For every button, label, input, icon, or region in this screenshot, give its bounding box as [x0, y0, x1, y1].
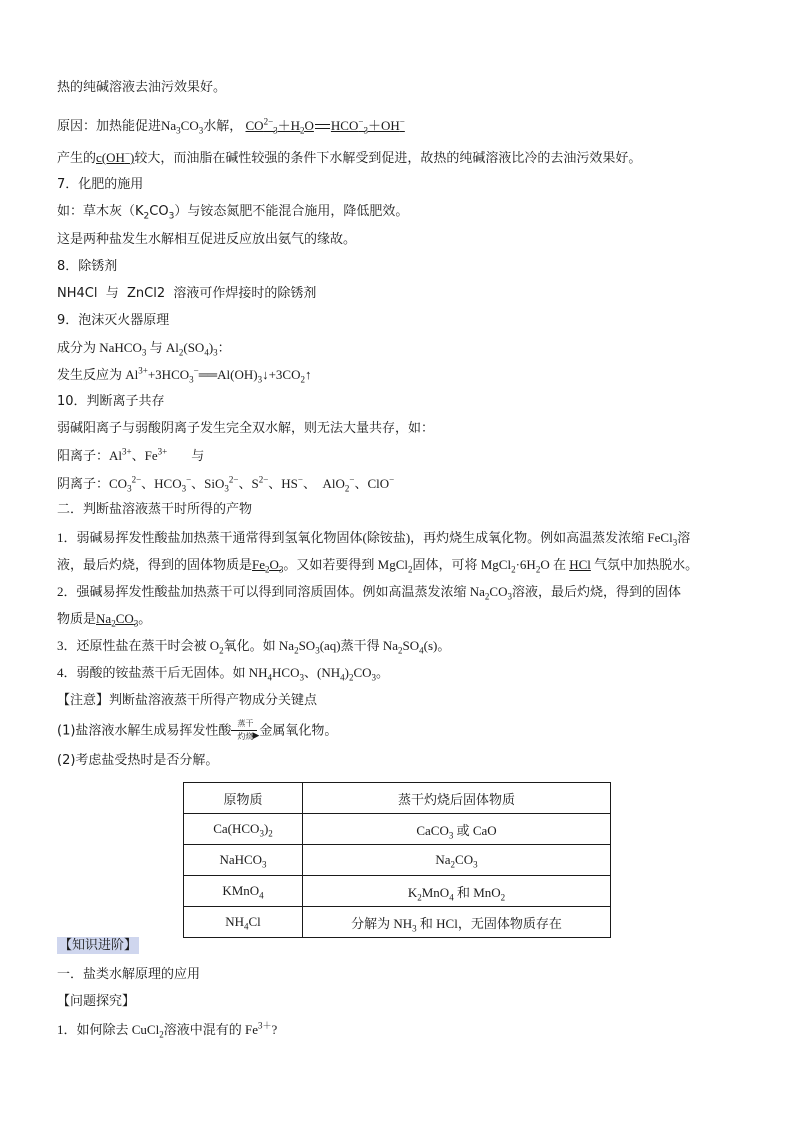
table-cell: CaCO$_3$ 或 CaO — [303, 814, 611, 845]
table-cell: $Ca(HCO_3)_2$ — [184, 814, 303, 845]
table-cell: $NH_4Cl$ — [184, 907, 303, 938]
text: 原因：加热能促进Na — [57, 118, 177, 133]
paragraph-line: 成分为 NaHCO$_3$ 与 $Al_2(SO_4)_3$： — [57, 340, 231, 358]
note-heading: 【注意】判断盐溶液蒸干所得产物成分关键点 — [57, 693, 318, 708]
table-cell: $Na_2CO_3$ — [303, 845, 611, 876]
paragraph-line: 液，最后灼烧，得到的固体物质是$Fe_2O_3$。又如若要得到 MgCl$_2$固体，可将 $MgCl_2\cdot 6H_2O$ 在 HCl 气氛中加热脱水。 — [57, 557, 699, 575]
table-row — [184, 845, 611, 876]
paragraph-line: 阳离子：$Al^{3+}$、$Fe^{3+}$ 与 — [57, 446, 205, 463]
table-header-row — [184, 783, 611, 814]
table-row — [184, 876, 611, 907]
section-label: 【知识进阶】 — [59, 938, 138, 953]
section-label: 【问题探究】 — [57, 994, 136, 1009]
section-heading: 7．化肥的施用 — [57, 177, 144, 192]
section-heading: 二．判断盐溶液蒸干时所得的产物 — [57, 502, 253, 517]
question: 1．如何除去 CuCl$_2$溶液中混有的 $Fe^{3+}$? — [57, 1020, 278, 1040]
text: 产生的 — [57, 151, 97, 166]
table-cell: $K_2MnO_4$ 和 MnO$_2$ — [303, 876, 611, 907]
section-heading: 一．盐类水解原理的应用 — [57, 967, 201, 982]
paragraph-line — [57, 116, 405, 136]
table-header-cell: 蒸干灼烧后固体物质 — [303, 783, 611, 814]
section-heading: 8．除锈剂 — [57, 259, 118, 274]
table-cell: NaHCO$_3$ — [184, 845, 303, 876]
paragraph-line: 4．弱酸的铵盐蒸干后无固体。如 $NH_4HCO_3$、$(NH_4)_2CO_3$。 — [57, 665, 390, 683]
paragraph-line: 物质是$Na_2CO_3$。 — [57, 611, 152, 629]
text: 热的纯碱溶液去油污效果好。 — [57, 80, 227, 95]
concentration-term: c(OH−) — [96, 148, 135, 165]
table-row — [184, 907, 611, 938]
table-cell: 分解为 $NH_3$ 和 HCl，无固体物质存在 — [303, 907, 611, 938]
subscript: 3 — [176, 125, 181, 136]
paragraph-line: NH4Cl 与 ZnCl2 溶液可作焊接时的除锈剂 — [57, 286, 317, 301]
paragraph-line: (1)盐溶液水解生成易挥发性酸 蒸干 ▶ 灼烧 金属氧化物。 — [57, 719, 338, 741]
paragraph-line: 如：草木灰$(K_2CO_3)$与铵态氮肥不能混合施用，降低肥效。 — [57, 204, 409, 222]
hydrolysis-equation: $CO^{2-}_3+H_2O$ — [245, 116, 314, 136]
equilibrium-sign — [314, 116, 331, 136]
section-heading: 10．判断离子共存 — [57, 394, 165, 409]
reaction-equation: 发生反应为 $Al^{3+}+3HCO_3^-══Al(OH)_3↓+3CO_2↑$ — [57, 365, 312, 385]
paragraph-line — [57, 78, 226, 98]
section-heading: 9．泡沫灭火器原理 — [57, 313, 170, 328]
table-cell: KMnO$_4$ — [184, 876, 303, 907]
paragraph-line: 3．还原性盐在蒸干时会被 $O_2$氧化。如 $Na_2SO_3(aq)$蒸干得 $Na_2SO_4(s)$。 — [57, 638, 451, 656]
paragraph-line: 弱碱阳离子与弱酸阴离子发生完全双水解，则无法大量共存，如： — [57, 421, 435, 436]
hydrolysis-products: $HCO^-_3+OH^-$ — [330, 116, 405, 136]
text: 水解， — [203, 118, 243, 133]
paragraph-line: 这是两种盐发生水解相互促进反应放出氨气的缘故。 — [57, 232, 357, 247]
table-header-cell: 原物质 — [184, 783, 303, 814]
text: 较大，而油脂在碱性较强的条件下水解受到促进，故热的纯碱溶液比冷的去油污效果好。 — [134, 151, 642, 166]
paragraph-line: 阴离子：$CO_3^{2-}$、$HCO_3^-$、SiO$_3^{2-}$、$S^{2-}$、HS−、 AlO$_2$−、ClO− — [57, 474, 395, 494]
subscript: 3 — [198, 125, 204, 136]
reaction-arrow: 蒸干 ▶ 灼烧 — [231, 721, 259, 741]
paragraph-line: 1．弱碱易挥发性酸盐加热蒸干通常得到氢氧化物固体(除铵盐)，再灼烧生成氧化物。例如高温蒸发浓缩 FeCl$_3$溶 — [57, 530, 691, 548]
text: CO — [180, 118, 199, 133]
table-row — [184, 814, 611, 845]
products-table — [183, 782, 611, 938]
paragraph-line: (2)考虑盐受热时是否分解。 — [57, 753, 219, 768]
paragraph-line: 2．强碱易挥发性酸盐加热蒸干可以得到同溶质固体。例如高温蒸发浓缩 $Na_2CO_3$溶液，最后灼烧，得到的固体 — [57, 584, 681, 602]
paragraph-line — [57, 148, 641, 169]
